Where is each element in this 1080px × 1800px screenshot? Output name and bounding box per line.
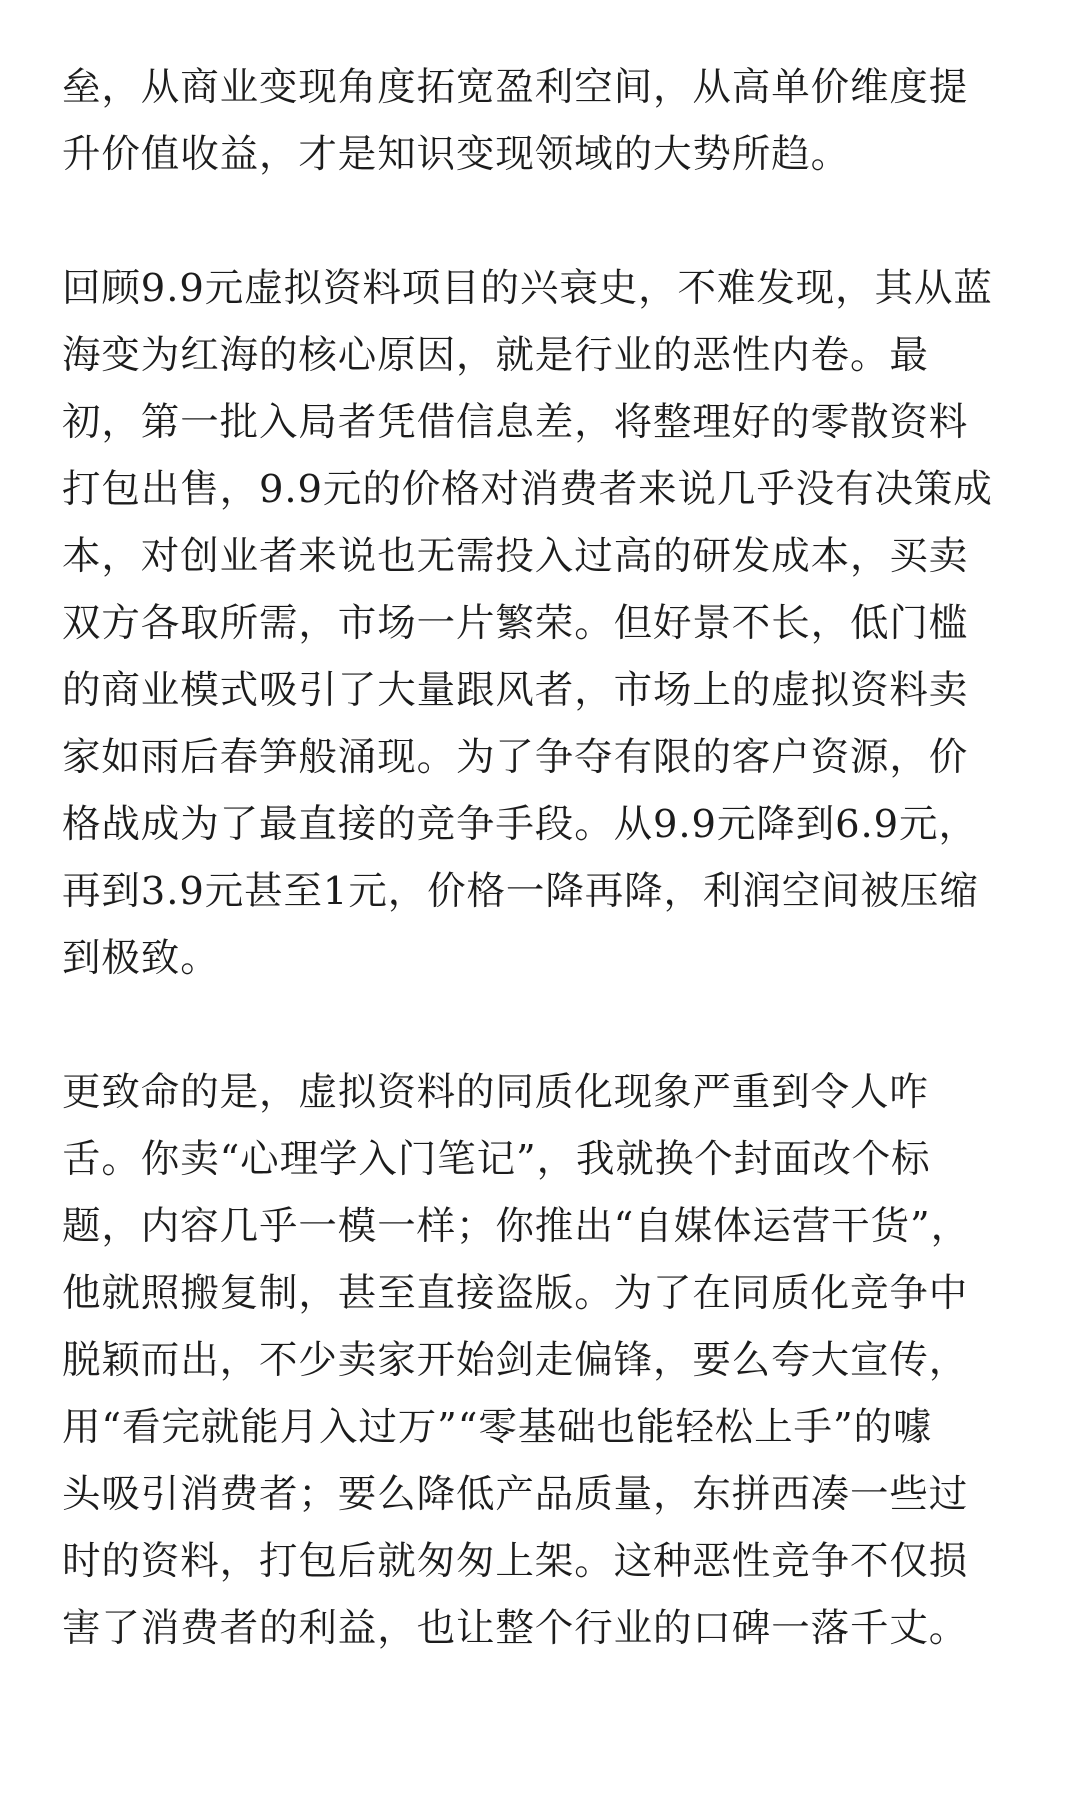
text-line: 更致命的是，虚拟资料的同质化现象严重到令人咋	[62, 1070, 929, 1115]
paragraph-3	[62, 1059, 1028, 1662]
paragraph-spacer	[62, 992, 1028, 1059]
text-line: 脱颖而出，不少卖家开始剑走偏锋，要么夸大宣传，	[62, 1338, 969, 1383]
text-line: 初，第一批入局者凭借信息差，将整理好的零散资料	[62, 400, 969, 445]
text-line: 用“看完就能月入过万”“零基础也能轻松上手”的噱	[62, 1405, 933, 1450]
text-line: 头吸引消费者；要么降低产品质量，东拼西凑一些过	[62, 1472, 969, 1517]
paragraph-2	[62, 255, 1028, 992]
text-line: 时的资料，打包后就匆匆上架。这种恶性竞争不仅损	[62, 1539, 969, 1584]
text-line: 打包出售，9.9元的价格对消费者来说几乎没有决策成	[62, 467, 993, 512]
text-line: 他就照搬复制，甚至直接盗版。为了在同质化竞争中	[62, 1271, 969, 1316]
text-line: 舌。你卖“心理学入门笔记”，我就换个封面改个标	[62, 1137, 931, 1182]
text-line: 垒，从商业变现角度拓宽盈利空间，从高单价维度提	[62, 65, 969, 110]
text-line: 双方各取所需，市场一片繁荣。但好景不长，低门槛	[62, 601, 969, 646]
paragraph-spacer	[62, 188, 1028, 255]
text-line: 到极致。	[62, 936, 220, 981]
text-line: 本，对创业者来说也无需投入过高的研发成本，买卖	[62, 534, 969, 579]
text-line: 的商业模式吸引了大量跟风者，市场上的虚拟资料卖	[62, 668, 969, 713]
text-line: 格战成为了最直接的竞争手段。从9.9元降到6.9元，	[62, 802, 978, 847]
paragraph-1	[62, 54, 1028, 188]
text-line: 再到3.9元甚至1元，价格一降再降，利润空间被压缩	[62, 869, 979, 914]
text-line: 家如雨后春笋般涌现。为了争夺有限的客户资源，价	[62, 735, 969, 780]
text-line: 题，内容几乎一模一样；你推出“自媒体运营干货”，	[62, 1204, 970, 1249]
text-line: 海变为红海的核心原因，就是行业的恶性内卷。最	[62, 333, 929, 378]
text-line: 回顾9.9元虚拟资料项目的兴衰史，不难发现，其从蓝	[62, 266, 993, 311]
text-line: 升价值收益，才是知识变现领域的大势所趋。	[62, 132, 851, 177]
text-line: 害了消费者的利益，也让整个行业的口碑一落千丈。	[62, 1606, 969, 1651]
